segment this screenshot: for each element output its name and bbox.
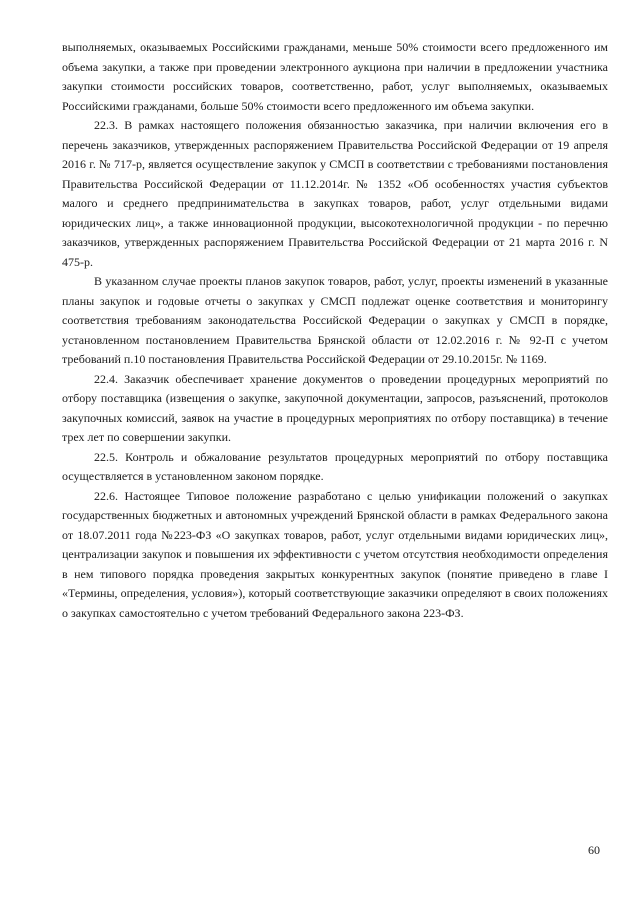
paragraph-22-3-smsp: В указанном случае проекты планов закупок товаров, работ, услуг, проекты изменений в указанные планы закупок и годовые отчеты о закупках у СМСП подлежат оценке соответствия и мониторингу соответствия требованиям законодательства Российской Федерации о закупках у СМСП в порядке, установленном постановлением Правительства Брянской области от 12.02.2016 г. № 92-П с учетом требований п.10 постановления Правительства Российской Федерации от 29.10.2015г. № 1169.: [62, 274, 608, 366]
paragraph-22-6: 22.6. Настоящее Типовое положение разработано с целью унификации положений о закупках государственных бюджетных и автономных учреждений Брянской области в рамках Федерального закона от 18.07.2011 года №223-ФЗ «О закупках товаров, работ, услуг отдельными видами юридических лиц», централизации закупок и повышения их эффективности с учетом отсутствия необходимости определения в нем типового порядка проведения закрытых конкурентных закупок (понятие приведено в главе I «Термины, определения, условия»), который соответствующие заказчики определяют в своих положениях о закупках самостоятельно с учетом требований Федерального закона 223-ФЗ.: [62, 488, 608, 620]
page-number: 60: [588, 843, 600, 857]
paragraph-22-4: 22.4. Заказчик обеспечивает хранение документов о проведении процедурных мероприятий по отбору поставщика (извещения о закупке, закупочной документации, запросов, разъяснений, протоколов закупочных комиссий, заявок на участие в процедурных мероприятиях по отбору поставщика) в течение трех лет по совершении закупки.: [62, 371, 608, 444]
paragraph-continuation: выполняемых, оказываемых Российскими гражданами, меньше 50% стоимости всего предложенного им объема закупки, а также при проведении электронного аукциона при наличии в предложении участника закупки стоимости российских товаров, соответственно, работ, услуг выполняемых, оказываемых Российскими гражданами, больше 50% стоимости всего предложенного им объема закупки.: [62, 40, 608, 113]
paragraph-22-3: 22.3. В рамках настоящего положения обязанностью заказчика, при наличии включения его в перечень заказчиков, утвержденных распоряжением Правительства Российской Федерации от 19 апреля 2016 г. № 717-р, является осуществление закупок у СМСП в соответствии с требованиями постановления Правительства Российской Федерации от 11.12.2014г. № 1352 «Об особенностях участия субъектов малого и среднего предпринимательства в закупках товаров, работ, услуг отдельными видами юридических лиц», а также инновационной продукции, высокотехнологичной продукции - по перечню заказчиков, утвержденных распоряжением Правительства Российской Федерации от 21 марта 2016 г. N 475-р.: [62, 118, 608, 269]
document-body: [62, 38, 608, 623]
paragraph-22-5: 22.5. Контроль и обжалование результатов процедурных мероприятий по отбору поставщика осуществляется в установленном законом порядке.: [62, 449, 608, 483]
